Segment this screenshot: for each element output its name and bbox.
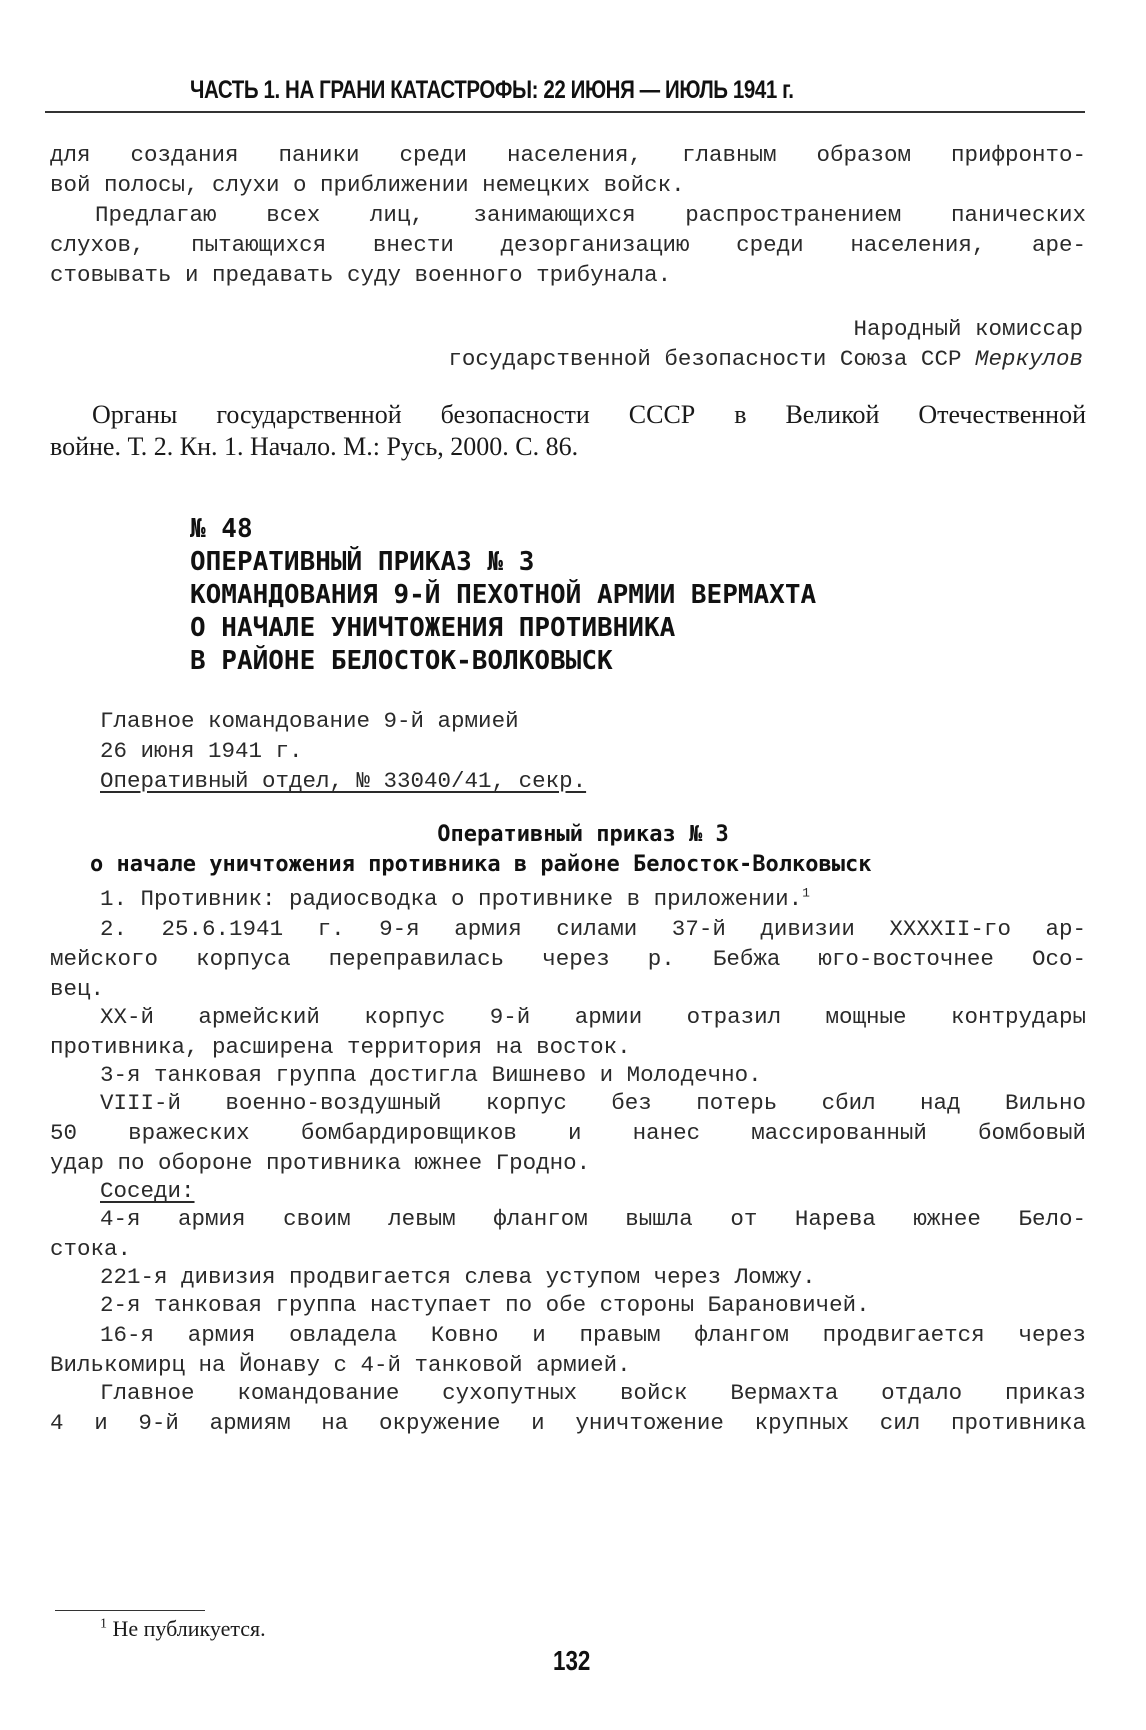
- body-line: мейского корпуса переправилась через р. Бебжа юго-восточнее Осо-: [50, 946, 1086, 972]
- body-line: 16-я армия овладела Ковно и правым флангом продвигается через: [100, 1322, 1086, 1348]
- document-title-line: ОПЕРАТИВНЫЙ ПРИКАЗ № 3: [190, 547, 535, 577]
- footnote-marker: 1: [100, 1616, 107, 1632]
- body-line: 4 и 9-й армиям на окружение и уничтожение крупных сил противника: [50, 1410, 1086, 1436]
- text-line: стовывать и предавать суду военного трибунала.: [50, 262, 672, 288]
- footnote: $^1$ Не публикуется.: [100, 1616, 266, 1641]
- body-line: противника, расширена территория на восток.: [50, 1034, 631, 1060]
- body-line: 50 вражеских бомбардировщиков и нанес массированный бомбовый: [50, 1120, 1086, 1146]
- document-ref: Оперативный отдел, № 33040/41, секр.: [100, 768, 587, 794]
- body-line: XX-й армейский корпус 9-й армии отразил мощные контрудары: [100, 1004, 1086, 1030]
- body-line: стока.: [50, 1236, 132, 1262]
- body-line: 2. 25.6.1941 г. 9-я армия силами 37-й дивизии XXXXII-го ар-: [100, 916, 1086, 942]
- text-line: Предлагаю всех лиц, занимающихся распространением панических: [95, 202, 1086, 228]
- page-number: 132: [553, 1645, 591, 1676]
- document-number: № 48: [190, 514, 253, 544]
- body-line: вец.: [50, 976, 105, 1002]
- neighbors-heading: Соседи:: [100, 1178, 195, 1204]
- order-subheading: о начале уничтожения противника в районе Белосток-Волковыск: [90, 852, 872, 877]
- body-line: Вилькомирц на Йонаву с 4-й танковой армией.: [50, 1352, 631, 1378]
- text-line: для создания паники среди населения, главным образом прифронто-: [50, 142, 1086, 168]
- document-title-line: О НАЧАЛЕ УНИЧТОЖЕНИЯ ПРОТИВНИКА: [190, 613, 676, 643]
- footnote-ref: 1: [802, 885, 810, 901]
- text-line: вой полосы, слухи о приближении немецких войск.: [50, 172, 685, 198]
- source-citation-cont: войне. Т. 2. Кн. 1. Начало. М.: Русь, 2000. С. 86.: [50, 432, 579, 461]
- signature-name: Меркулов: [974, 346, 1083, 372]
- document-meta: Главное командование 9-й армией: [100, 708, 519, 734]
- document-title-line: В РАЙОНЕ БЕЛОСТОК-ВОЛКОВЫСК: [190, 646, 613, 676]
- text-line: слухов, пытающихся внести дезорганизацию среди населения, аре-: [50, 232, 1086, 258]
- document-title-line: КОМАНДОВАНИЯ 9-Й ПЕХОТНОЙ АРМИИ ВЕРМАХТА: [190, 580, 817, 610]
- document-date: 26 июня 1941 г.: [100, 738, 303, 764]
- body-line: 221-я дивизия продвигается слева уступом через Ломжу.: [100, 1264, 816, 1290]
- body-line: 1. Противник: радиосводка о противнике в приложении.$^1$: [100, 885, 810, 912]
- body-line: удар по обороне противника южнее Гродно.: [50, 1150, 591, 1176]
- body-line: 2-я танковая группа наступает по обе стороны Барановичей.: [100, 1292, 870, 1318]
- header-rule: [45, 111, 1085, 113]
- order-heading: Оперативный приказ № 3: [437, 822, 729, 847]
- body-line: 4-я армия своим левым флангом вышла от Нарева южнее Бело-: [100, 1206, 1086, 1232]
- body-line: 3-я танковая группа достигла Вишнево и Молодечно.: [100, 1062, 762, 1088]
- signature-title: Народный комиссар: [853, 316, 1083, 342]
- source-citation: Органы государственной безопасности СССР в Великой Отечественной: [92, 400, 1086, 429]
- signature-line: государственной безопасности Союза ССР Меркулов: [448, 346, 1083, 372]
- footnote-rule: [55, 1610, 205, 1611]
- body-line: Главное командование сухопутных войск Вермахта отдало приказ: [100, 1380, 1086, 1406]
- body-line: VIII-й военно-воздушный корпус без потерь сбил над Вильно: [100, 1090, 1086, 1116]
- running-header: ЧАСТЬ 1. НА ГРАНИ КАТАСТРОФЫ: 22 ИЮНЯ — ИЮЛЬ 1941 г.: [190, 76, 794, 104]
